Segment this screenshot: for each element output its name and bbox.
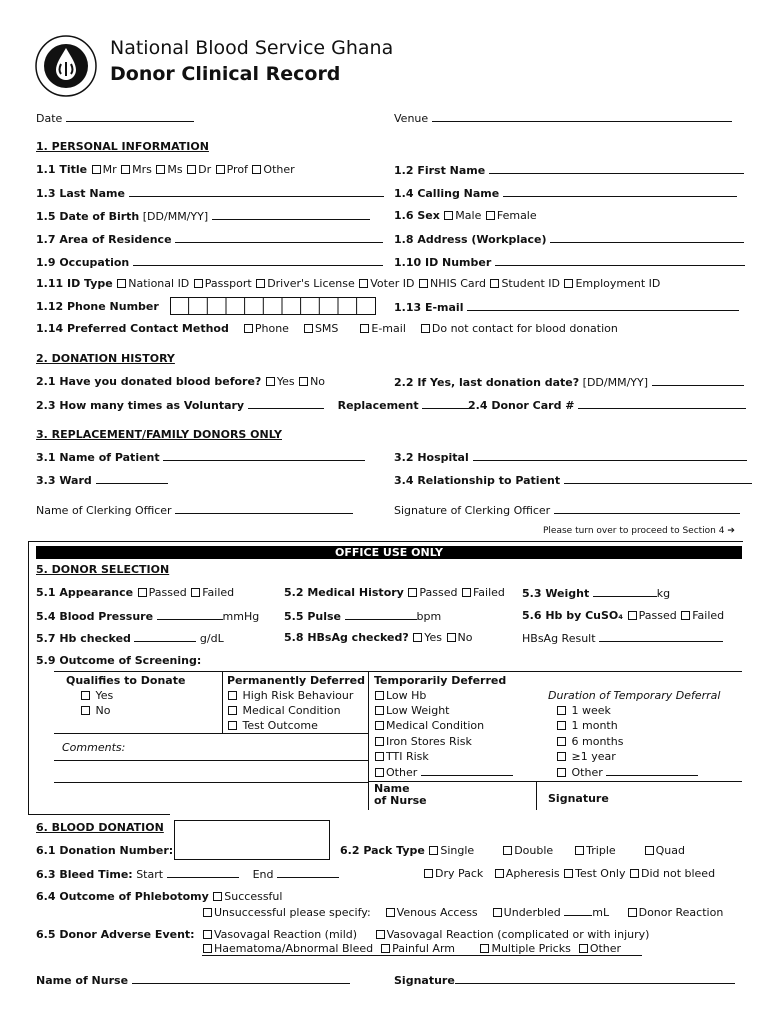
bleed-time-field[interactable]: 6.3 Bleed Time: Start End [36, 867, 339, 881]
residence-field[interactable]: 1.7 Area of Residence [36, 232, 383, 246]
qualifies-header: Qualifies to Donate [66, 674, 186, 687]
checkbox[interactable] [408, 588, 417, 597]
form-title: Donor Clinical Record [110, 63, 341, 85]
checkbox[interactable] [256, 279, 265, 288]
checkbox[interactable] [252, 165, 261, 174]
hb-checked-field[interactable]: 5.7 Hb checked g/dL [36, 632, 224, 645]
phone-boxes[interactable] [170, 297, 376, 318]
checkbox[interactable] [375, 752, 384, 761]
section-1-heading: 1. PERSONAL INFORMATION [36, 140, 209, 153]
hb-cuso4-field[interactable]: 5.6 Hb by CuSO₄ Passed Failed [522, 609, 725, 622]
adverse-opts[interactable]: Vasovagal Reaction (mild) Vasovagal Reaction (complicated or with injury) [202, 928, 649, 941]
ward-field[interactable]: 3.3 Ward [36, 473, 168, 487]
checkbox[interactable] [244, 324, 253, 333]
contact-method-field[interactable]: 1.14 Preferred Contact Method Phone SMS E-mail Do not contact for blood donation [36, 322, 618, 335]
checkbox[interactable] [359, 279, 368, 288]
checkbox[interactable] [138, 588, 147, 597]
temp-opt-other[interactable]: Other [374, 765, 513, 779]
checkbox[interactable] [203, 944, 212, 953]
org-name: National Blood Service Ghana [110, 37, 394, 59]
checkbox[interactable] [228, 721, 237, 730]
comments-line[interactable] [54, 782, 368, 783]
checkbox[interactable] [92, 165, 101, 174]
temp-opt[interactable]: TTI Risk [374, 750, 429, 763]
adverse-opts-2[interactable]: Haematoma/Abnormal Bleed Painful Arm Multiple Pricks Other [202, 942, 621, 955]
checkbox[interactable] [194, 279, 203, 288]
temp-opt[interactable]: Iron Stores Risk [374, 735, 472, 748]
checkbox[interactable] [203, 908, 212, 917]
checkbox[interactable] [156, 165, 165, 174]
occupation-field[interactable]: 1.9 Occupation [36, 255, 383, 269]
pulse-field[interactable]: 5.5 Pulse bpm [284, 610, 442, 623]
checkbox[interactable] [557, 706, 566, 715]
section-2-heading: 2. DONATION HISTORY [36, 352, 175, 365]
temp-opt[interactable]: Medical Condition [374, 719, 484, 732]
checkbox[interactable] [266, 377, 275, 386]
temp-opt[interactable]: Low Hb [374, 689, 426, 702]
nbs-logo [34, 34, 98, 101]
checkbox[interactable] [228, 706, 237, 715]
checkbox[interactable] [375, 737, 384, 746]
qualifies-yes[interactable]: Yes [80, 689, 113, 702]
checkbox[interactable] [495, 869, 504, 878]
pack-type-field[interactable]: 6.2 Pack Type Single Double Triple Quad [340, 844, 685, 857]
relationship-field[interactable]: 3.4 Relationship to Patient [394, 473, 752, 487]
calling-name-field[interactable]: 1.4 Calling Name [394, 186, 737, 200]
checkbox[interactable] [360, 324, 369, 333]
section-6-heading: 6. BLOOD DONATION [36, 821, 164, 834]
perm-opt[interactable]: Medical Condition [227, 704, 341, 717]
address-field[interactable]: 1.8 Address (Workplace) [394, 232, 744, 246]
checkbox[interactable] [486, 211, 495, 220]
checkbox[interactable] [419, 279, 428, 288]
qualifies-no[interactable]: No [80, 704, 110, 717]
comments-label: Comments: [62, 741, 126, 754]
how-many-field[interactable]: 2.3 How many times as Voluntary Replacement [36, 398, 474, 412]
nurse-signature-field[interactable]: Signature [394, 973, 735, 987]
checkbox[interactable] [81, 691, 90, 700]
checkbox[interactable] [579, 944, 588, 953]
temp-deferred-header: Temporarily Deferred [374, 674, 507, 687]
office-use-banner: OFFICE USE ONLY [36, 546, 742, 559]
checkbox[interactable] [191, 588, 200, 597]
checkbox[interactable] [375, 691, 384, 700]
checkbox[interactable] [645, 846, 654, 855]
clerking-signature-field[interactable]: Signature of Clerking Officer [394, 503, 740, 517]
hbsag-result-field[interactable]: HBsAg Result [522, 631, 723, 645]
checkbox[interactable] [628, 611, 637, 620]
checkbox[interactable] [503, 846, 512, 855]
venue-field[interactable]: Venue [394, 111, 732, 125]
id-type-field[interactable]: 1.11 ID Type National ID Passport Driver's License Voter ID NHIS Card Student ID Employment ID [36, 277, 661, 290]
checkbox[interactable] [216, 165, 225, 174]
clerking-officer-field[interactable]: Name of Clerking Officer [36, 503, 353, 517]
checkbox[interactable] [429, 846, 438, 855]
checkbox[interactable] [447, 633, 456, 642]
checkbox[interactable] [444, 211, 453, 220]
sex-field[interactable]: 1.6 Sex Male Female [394, 209, 537, 222]
checkbox[interactable] [557, 768, 566, 777]
checkbox[interactable] [575, 846, 584, 855]
checkbox[interactable] [213, 892, 222, 901]
checkbox[interactable] [121, 165, 130, 174]
duration-header: Duration of Temporary Deferral [548, 689, 721, 702]
nurse-name-field[interactable]: Name of Nurse [36, 973, 350, 987]
patient-name-field[interactable]: 3.1 Name of Patient [36, 450, 365, 464]
medical-history-field[interactable]: 5.2 Medical History Passed Failed [284, 586, 505, 599]
donor-card-field[interactable]: 2.4 Donor Card # [468, 398, 746, 412]
donation-number-box[interactable] [174, 820, 330, 860]
nurse-signature-label: Signature [548, 792, 609, 805]
title-field[interactable]: 1.1 Title Mr Mrs Ms Dr Prof Other [36, 163, 295, 176]
checkbox[interactable] [557, 721, 566, 730]
phlebotomy-field[interactable]: 6.4 Outcome of Phlebotomy Successful [36, 890, 283, 903]
checkbox[interactable] [187, 165, 196, 174]
checkbox[interactable] [81, 706, 90, 715]
checkbox[interactable] [564, 869, 573, 878]
checkbox[interactable] [117, 279, 126, 288]
checkbox[interactable] [421, 324, 430, 333]
checkbox[interactable] [490, 279, 499, 288]
bp-field[interactable]: 5.4 Blood Pressure mmHg [36, 610, 260, 623]
temp-opt[interactable]: Low Weight [374, 704, 449, 717]
duration-opt-other[interactable]: Other [556, 765, 698, 779]
checkbox[interactable] [413, 633, 422, 642]
date-field[interactable]: Date [36, 111, 194, 125]
duration-opt[interactable]: 1 week [556, 704, 611, 717]
checkbox[interactable] [304, 324, 313, 333]
checkbox[interactable] [493, 908, 502, 917]
phone-label: 1.12 Phone Number [36, 300, 159, 313]
duration-opt[interactable]: 1 month [556, 719, 618, 732]
checkbox[interactable] [375, 706, 384, 715]
hospital-field[interactable]: 3.2 Hospital [394, 450, 747, 464]
checkbox[interactable] [375, 721, 384, 730]
checkbox[interactable] [462, 588, 471, 597]
pack-type-field-2[interactable]: Dry Pack Apheresis Test Only Did not bleed [423, 867, 715, 880]
last-donation-field[interactable]: 2.2 If Yes, last donation date? [DD/MM/YY] [394, 375, 744, 389]
checkbox[interactable] [203, 930, 212, 939]
section-3-heading: 3. REPLACEMENT/FAMILY DONORS ONLY [36, 428, 282, 441]
turn-over-note: Please turn over to proceed to Section 4 ➔ [543, 526, 735, 536]
nurse-name-label: Name of Nurse [374, 782, 427, 807]
checkbox[interactable] [628, 908, 637, 917]
perm-deferred-header: Permanently Deferred [227, 674, 366, 687]
weight-field[interactable]: 5.3 Weight kg [522, 587, 671, 600]
checkbox[interactable] [386, 908, 395, 917]
dob-field[interactable]: 1.5 Date of Birth [DD/MM/YY] [36, 209, 370, 223]
last-name-field[interactable]: 1.3 Last Name [36, 186, 384, 200]
donation-number-label: 6.1 Donation Number: [36, 844, 174, 857]
checkbox[interactable] [557, 752, 566, 761]
perm-opt[interactable]: High Risk Behaviour [227, 689, 353, 702]
checkbox[interactable] [557, 737, 566, 746]
donated-before-field[interactable]: 2.1 Have you donated blood before? Yes No [36, 375, 326, 388]
email-field[interactable]: 1.13 E-mail [394, 300, 739, 314]
perm-opt[interactable]: Test Outcome [227, 719, 318, 732]
duration-opt[interactable]: ≥1 year [556, 750, 616, 763]
appearance-field[interactable]: 5.1 Appearance Passed Failed [36, 586, 235, 599]
first-name-field[interactable]: 1.2 First Name [394, 163, 744, 177]
comments-line[interactable] [54, 760, 368, 761]
checkbox[interactable] [424, 869, 433, 878]
checkbox[interactable] [375, 768, 384, 777]
section-5-heading: 5. DONOR SELECTION [36, 563, 170, 576]
checkbox[interactable] [630, 869, 639, 878]
outcome-screening-label: 5.9 Outcome of Screening: [36, 654, 202, 667]
duration-opt[interactable]: 6 months [556, 735, 623, 748]
checkbox[interactable] [480, 944, 489, 953]
adverse-event-label: 6.5 Donor Adverse Event: [36, 928, 195, 941]
checkbox[interactable] [376, 930, 385, 939]
checkbox[interactable] [564, 279, 573, 288]
hbsag-field[interactable]: 5.8 HBsAg checked? Yes No [284, 631, 473, 644]
checkbox[interactable] [681, 611, 690, 620]
id-number-field[interactable]: 1.10 ID Number [394, 255, 745, 269]
checkbox[interactable] [299, 377, 308, 386]
checkbox[interactable] [381, 944, 390, 953]
checkbox[interactable] [228, 691, 237, 700]
unsuccessful-field[interactable]: Unsuccessful please specify: Venous Access Underbled mL Donor Reaction [202, 905, 723, 919]
